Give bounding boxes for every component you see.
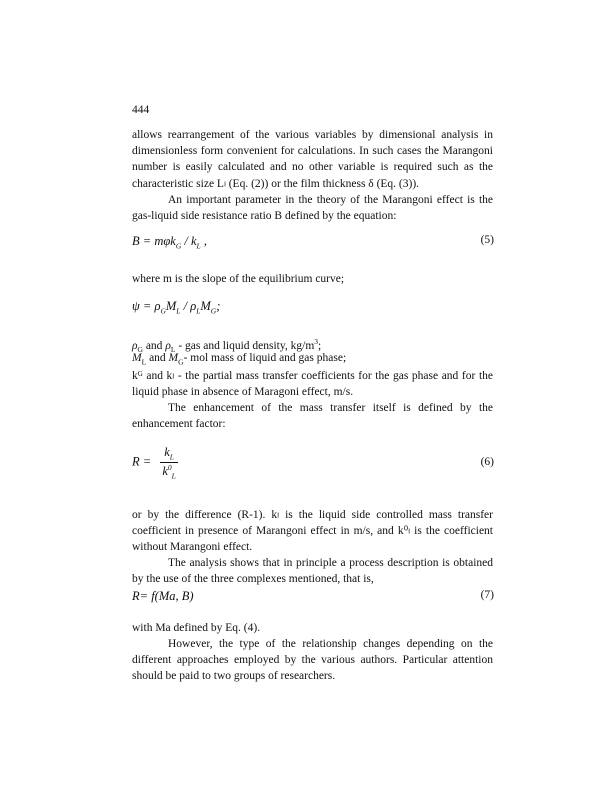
- definition-rho: $\rho_G$ and $\rho_L$ - gas and liquid density, $kg/m^3$;: [132, 337, 322, 355]
- paragraph-enhancement: The enhancement of the mass transfer itself is defined by the enhancement factor:: [132, 402, 493, 431]
- page-number: 444: [132, 104, 150, 116]
- equation-5-number: (5): [480, 234, 494, 246]
- equation-6-fraction: $\frac{k_L}{k^0_L}$: [162, 445, 176, 481]
- where-m-line: where m is the slope of the equilibrium curve;: [132, 273, 345, 285]
- equation-7: R= f(Ma, B) (7): [132, 589, 494, 603]
- definition-k: kᴳ and kₗ - the partial mass transfer coefficients for the gas phase and for the liquid phase in absence of Maragoni effect, m/s.: [132, 370, 493, 399]
- equation-6: R = $\frac{k_L}{k^0_L}$ (6): [132, 445, 494, 481]
- with-ma-line: with Ma defined by Eq. (4).: [132, 622, 261, 634]
- paragraph-analysis: The analysis shows that in principle a process description is obtained by the use of the three complexes mentioned, that is,: [132, 557, 493, 586]
- paragraph-relationship: However, the type of the relationship changes depending on the different approaches employed by the various authors. Particular attention should be paid to two groups of researchers.: [132, 638, 493, 683]
- equation-psi: $\psi = \rho_GM_L / \rho_LM_G$;: [132, 299, 221, 316]
- paragraph-difference: or by the difference (R-1). kₗ is the liquid side controlled mass transfer coefficient in presence of Marangoni effect in m/s, and k⁰ₗ is the coefficient without Marangoni effect.: [132, 509, 493, 554]
- definition-mol-mass: $M_L$ and $M_G-$ mol mass of liquid and gas phase;: [132, 352, 347, 367]
- equation-5-lhs: B = mφk: [132, 234, 176, 248]
- equation-5: $B = m\varphi k_G / k_L$ , (5): [132, 234, 494, 251]
- paragraph-parameter-b: An important parameter in the theory of the Marangoni effect is the gas-liquid side resistance ratio B defined by the equation:: [132, 194, 493, 223]
- equation-6-number: (6): [480, 456, 494, 468]
- paragraph-intro: allows rearrangement of the various variables by dimensional analysis in dimensionless form convenient for calculations. In such cases the Marangoni number is easily calculated and no other variable is required such as the characteristic size Lₗ (Eq. (2)) or the film thickness δ (Eq. (3)).: [132, 129, 493, 190]
- equation-7-number: (7): [480, 589, 494, 601]
